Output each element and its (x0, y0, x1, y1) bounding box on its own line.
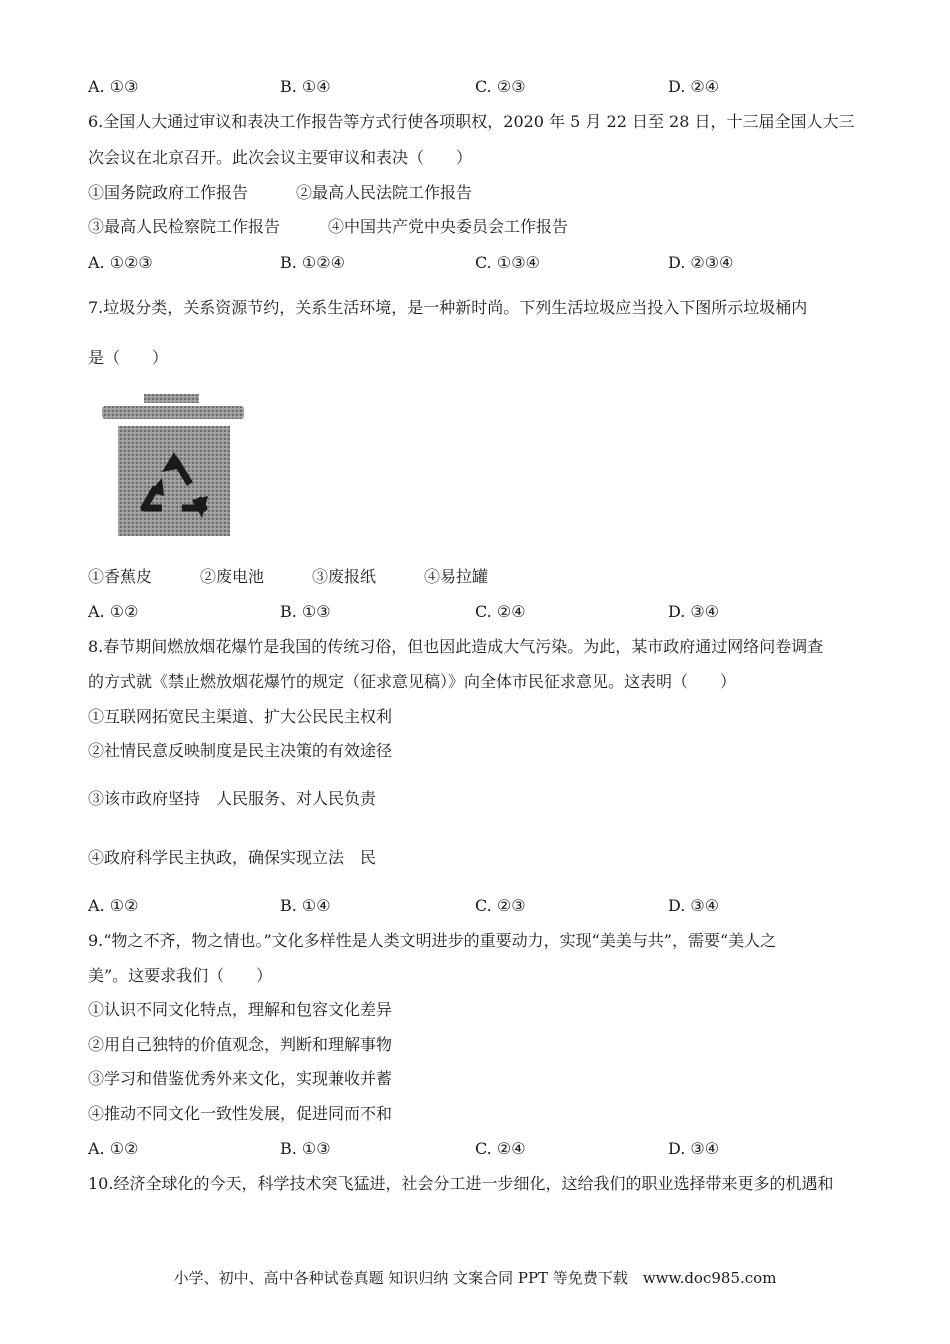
q6-stem-line2: 次会议在北京召开。此次会议主要审议和表决（ ） (88, 148, 473, 167)
q9-option-c: C. ②④ (475, 1139, 526, 1158)
q7-option-a: A. ①② (88, 602, 139, 621)
q9-stem-line1: 9.“物之不齐，物之情也。”文化多样性是人类文明进步的重要动力，实现“美美与共”，需要“美人之 (88, 931, 777, 950)
q6-stem-line1: 6.全国人大通过审议和表决工作报告等方式行使各项职权，2020 年 5 月 22 日至 28 日，十三届全国人大三 (88, 112, 855, 131)
q6-items-line2: ③最高人民检察院工作报告 ④中国共产党中央委员会工作报告 (88, 217, 569, 236)
q7-option-d: D. ③④ (668, 602, 720, 621)
q8-stem-line1: 8.春节期间燃放烟花爆竹是我国的传统习俗，但也因此造成大气污染。为此，某市政府通过网络问卷调查 (88, 637, 824, 656)
q9-item-2: ②用自己独特的价值观念，判断和理解事物 (88, 1035, 393, 1054)
q9-item-4: ④推动不同文化一致性发展，促进同而不和 (88, 1104, 393, 1123)
q5-option-c: C. ②③ (475, 77, 526, 96)
q7-items: ①香蕉皮 ②废电池 ③废报纸 ④易拉罐 (88, 567, 489, 586)
q7-stem-line2: 是（ ） (88, 348, 169, 367)
q6-option-d: D. ②③④ (668, 253, 734, 272)
q8-option-a: A. ①② (88, 896, 139, 915)
q5-option-a: A. ①③ (88, 77, 139, 96)
q10-stem-line1: 10.经济全球化的今天，科学技术突飞猛进，社会分工进一步细化，这给我们的职业选择带来更多的机遇和 (88, 1174, 834, 1193)
q8-option-b: B. ①④ (280, 896, 331, 915)
q8-stem-line2: 的方式就《禁止燃放烟花爆竹的规定（征求意见稿）》向全体市民征求意见。这表明（ ） (88, 672, 737, 691)
q9-option-a: A. ①② (88, 1139, 139, 1158)
q8-item-4: ④政府科学民主执政，确保实现立法 民 (88, 848, 377, 867)
q5-option-d: D. ②④ (668, 77, 720, 96)
q6-option-b: B. ①②④ (280, 253, 345, 272)
q9-item-1: ①认识不同文化特点，理解和包容文化差异 (88, 1000, 393, 1019)
q6-option-c: C. ①③④ (475, 253, 540, 272)
q9-stem-line2: 美”。这要求我们（ ） (88, 966, 273, 985)
q8-item-1: ①互联网拓宽民主渠道、扩大公民民主权利 (88, 707, 393, 726)
q9-item-3: ③学习和借鉴优秀外来文化，实现兼收并蓄 (88, 1069, 393, 1088)
q8-item-2: ②社情民意反映制度是民主决策的有效途径 (88, 741, 393, 760)
q8-option-d: D. ③④ (668, 896, 720, 915)
q6-option-a: A. ①②③ (88, 253, 153, 272)
q7-stem-line1: 7.垃圾分类，关系资源节约，关系生活环境，是一种新时尚。下列生活垃圾应当投入下图所示垃圾桶内 (88, 298, 808, 317)
q7-option-b: B. ①③ (280, 602, 331, 621)
q8-item-3: ③该市政府坚持 人民服务、对人民负责 (88, 789, 377, 808)
q9-option-b: B. ①③ (280, 1139, 331, 1158)
recycle-bin-icon (100, 390, 250, 540)
q5-option-b: B. ①④ (280, 77, 331, 96)
q8-option-c: C. ②③ (475, 896, 526, 915)
q9-option-d: D. ③④ (668, 1139, 720, 1158)
q7-option-c: C. ②④ (475, 602, 526, 621)
q6-items-line1: ①国务院政府工作报告 ②最高人民法院工作报告 (88, 183, 473, 202)
page-footer: 小学、初中、高中各种试卷真题 知识归纳 文案合同 PPT 等免费下载 www.doc985.com (173, 1269, 777, 1287)
